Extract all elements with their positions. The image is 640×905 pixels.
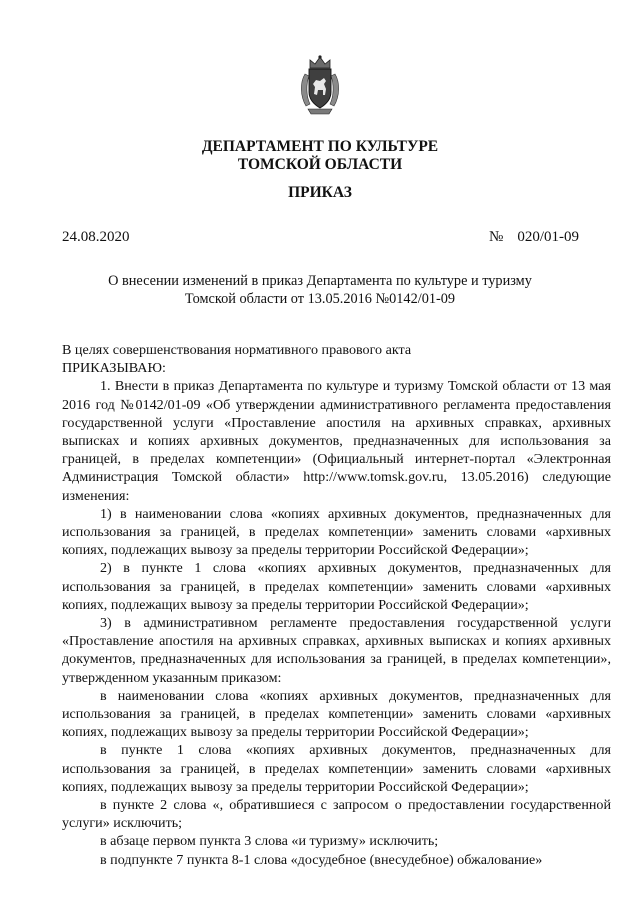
document-date: 24.08.2020 [62,229,130,245]
body-paragraph: в пункте 1 слова «копиях архивных документов, предназначенных для использования за границей, в пределах компетенции» заменить словами «архивных копиях, подлежащих вывозу за пределы территории Российской Федерации»; [62,742,611,795]
subject-line-1: О внесении изменений в приказ Департамента по культуре и туризму [108,273,532,289]
preamble-paragraph: В целях совершенствования нормативного правового акта [62,342,412,358]
document-body [62,341,611,869]
body-paragraph: в пункте 2 слова «, обратившиеся с запросом о предоставлении государственной услуги» исключить; [62,797,611,832]
body-paragraph: в абзаце первом пункта 3 слова «и туризму» исключить; [100,833,439,850]
body-paragraph: в наименовании слова «копиях архивных документов, предназначенных для использования за границей, в пределах компетенции» заменить словами «архивных копиях, подлежащих вывозу за пределы территории Российской Федерации»; [62,687,611,741]
body-paragraph: 2) в пункте 1 слова «копиях архивных документов, предназначенных для использования за границей, в пределах компетенции» заменить словами «архивных копиях, подлежащих вывозу за пределы территории Российской Федерации»; [62,560,611,613]
body-paragraph: 1) в наименовании слова «копиях архивных документов, предназначенных для использования за границей, в пределах компетенции» заменить словами «архивных копиях, подлежащих вывозу за пределы территории Российской Федерации»; [62,505,611,559]
document-number [489,229,579,246]
number-sign: № [489,229,504,245]
document-type: ПРИКАЗ [288,184,352,201]
order-keyword: ПРИКАЗЫВАЮ: [62,360,166,377]
department-name [0,138,640,174]
document-subject [0,272,640,308]
department-line-1: ДЕПАРТАМЕНТ ПО КУЛЬТУРЕ [201,138,439,155]
body-paragraph: в подпункте 7 пункта 8-1 слова «досудебное (внесудебное) обжалование» [100,851,543,868]
department-line-2: ТОМСКОЙ ОБЛАСТИ [237,156,403,173]
number-value: 020/01-09 [517,229,579,245]
coat-of-arms-icon [296,54,344,118]
subject-line-2: Томской области от 13.05.2016 №0142/01-09 [184,291,456,307]
body-paragraph: 1. Внести в приказ Департамента по культуре и туризму Томской области от 13 мая 2016 год №0142/01-09 «Об утверждении административного регламента предоставления государственной услуги «Проставление апостиля на архивных справках, архивных выписках и копиях архивных документов, предназначенных для использования за границей, в пределах компетенции» (Официальный интернет-портал «Электронная Администрация Томской области» http://www.tomsk.gov.ru, 13.05.2016) следующие изменения: [62,378,611,504]
body-paragraph: 3) в административном регламенте предоставления государственной услуги «Проставление апостиля на архивных справках, архивных выписках и копиях архивных документов, предназначенных для использования за границей, в пределах компетенции», утвержденном указанным приказом: [62,615,611,686]
